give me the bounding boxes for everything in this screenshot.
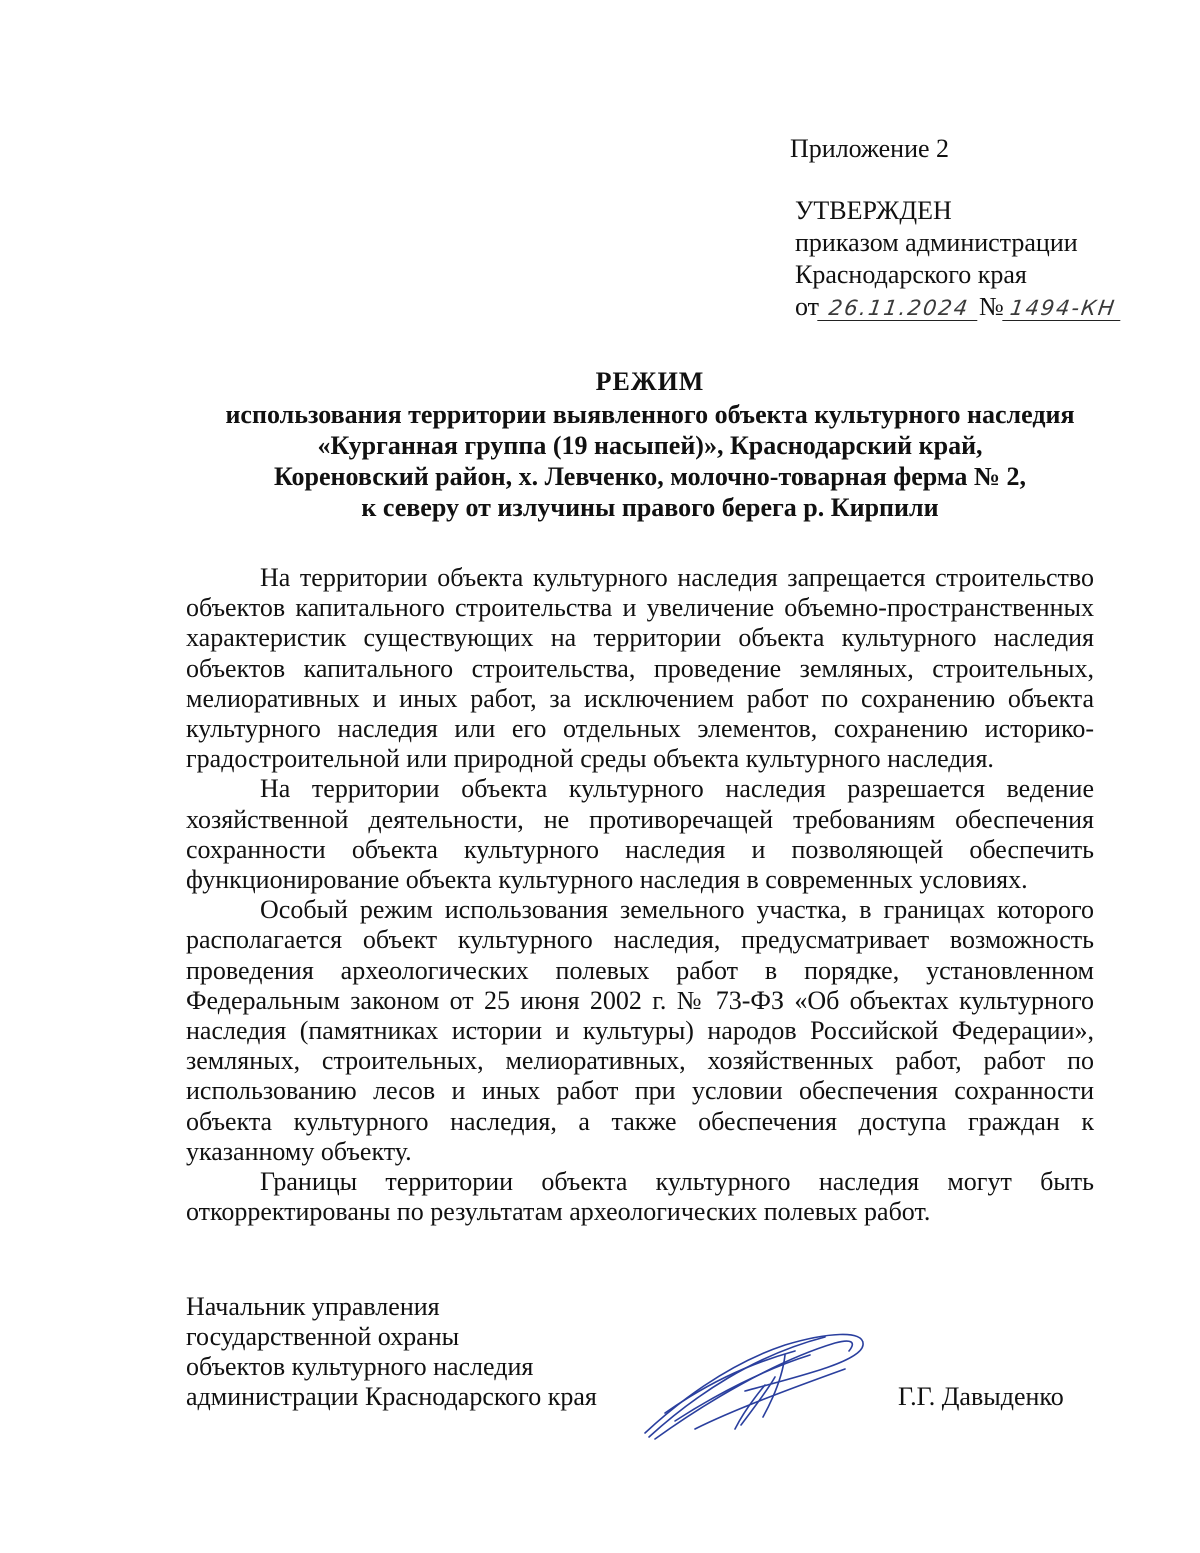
body-paragraph-3: Особый режим использования земельного участка, в границах которого располагается объект культурного наследия, предусматривает возможность проведения археологических полевых работ в порядке, установленном Федеральным законом от 25 июня 2002 г. № 73-ФЗ «Об объектах культурного наследия (памятниках истории и культуры) народов Российской Федерации», земляных, строительных, мелиоративных, хозяйственных работ, работ по использованию лесов и иных работ при условии обеспечения сохранности объекта культурного наследия, а также обеспечения доступа граждан к указанному объекту. xyxy=(186,895,1094,1166)
handwritten-signature xyxy=(635,1325,875,1445)
number-label: № xyxy=(979,292,1004,321)
signer-position-line-2: государственной охраны xyxy=(186,1322,460,1351)
title-main: РЕЖИМ xyxy=(595,367,705,396)
signer-position-line-3: объектов культурного наследия xyxy=(186,1352,534,1381)
approval-line-2: Краснодарского края xyxy=(795,260,1027,289)
signer-name: Г.Г. Давыденко xyxy=(898,1382,1064,1411)
from-label: от xyxy=(795,292,820,321)
body-paragraph-1: На территории объекта культурного наследия запрещается строительство объектов капитального строительства и увеличение объемно-пространственных характеристик существующих на территории объекта культурного наследия объектов капитального строительства, проведение земляных, строительных, мелиоративных и иных работ, за исключением работ по сохранению объекта культурного наследия или его отдельных элементов, сохранению историко-градостроительной или природной среды объекта культурного наследия. xyxy=(186,563,1094,774)
title-line-2: «Курганная группа (19 насыпей)», Краснодарский край, xyxy=(317,431,983,460)
body-paragraph-2: На территории объекта культурного наследия разрешается ведение хозяйственной деятельности, не противоречащей требованиям обеспечения сохранности объекта культурного наследия и позволяющей обеспечить функционирование объекта культурного наследия в современных условиях. xyxy=(186,774,1094,895)
signer-position xyxy=(186,1292,597,1412)
order-date-number-line xyxy=(795,291,1122,323)
approval-line-1: приказом администрации xyxy=(795,228,1078,257)
approval-block xyxy=(795,195,1122,323)
appendix-label: Приложение 2 xyxy=(790,134,950,163)
handwritten-number: 1494-КН xyxy=(1002,296,1124,321)
signer-position-line-4: администрации Краснодарского края xyxy=(186,1382,597,1411)
approval-status: УТВЕРЖДЕН xyxy=(795,196,952,225)
signer-position-line-1: Начальник управления xyxy=(186,1292,440,1321)
document-body xyxy=(186,563,1094,1227)
document-title xyxy=(150,366,1150,523)
body-paragraph-4: Границы территории объекта культурного наследия могут быть откорректированы по результатам археологических полевых работ. xyxy=(186,1167,1094,1227)
title-line-3: Кореновский район, х. Левченко, молочно-товарная ферма № 2, xyxy=(273,462,1027,491)
title-line-4: к северу от излучины правого берега р. Кирпили xyxy=(361,493,939,522)
handwritten-date: 26.11.2024 xyxy=(817,296,981,321)
title-line-1: использования территории выявленного объекта культурного наследия xyxy=(225,400,1075,429)
